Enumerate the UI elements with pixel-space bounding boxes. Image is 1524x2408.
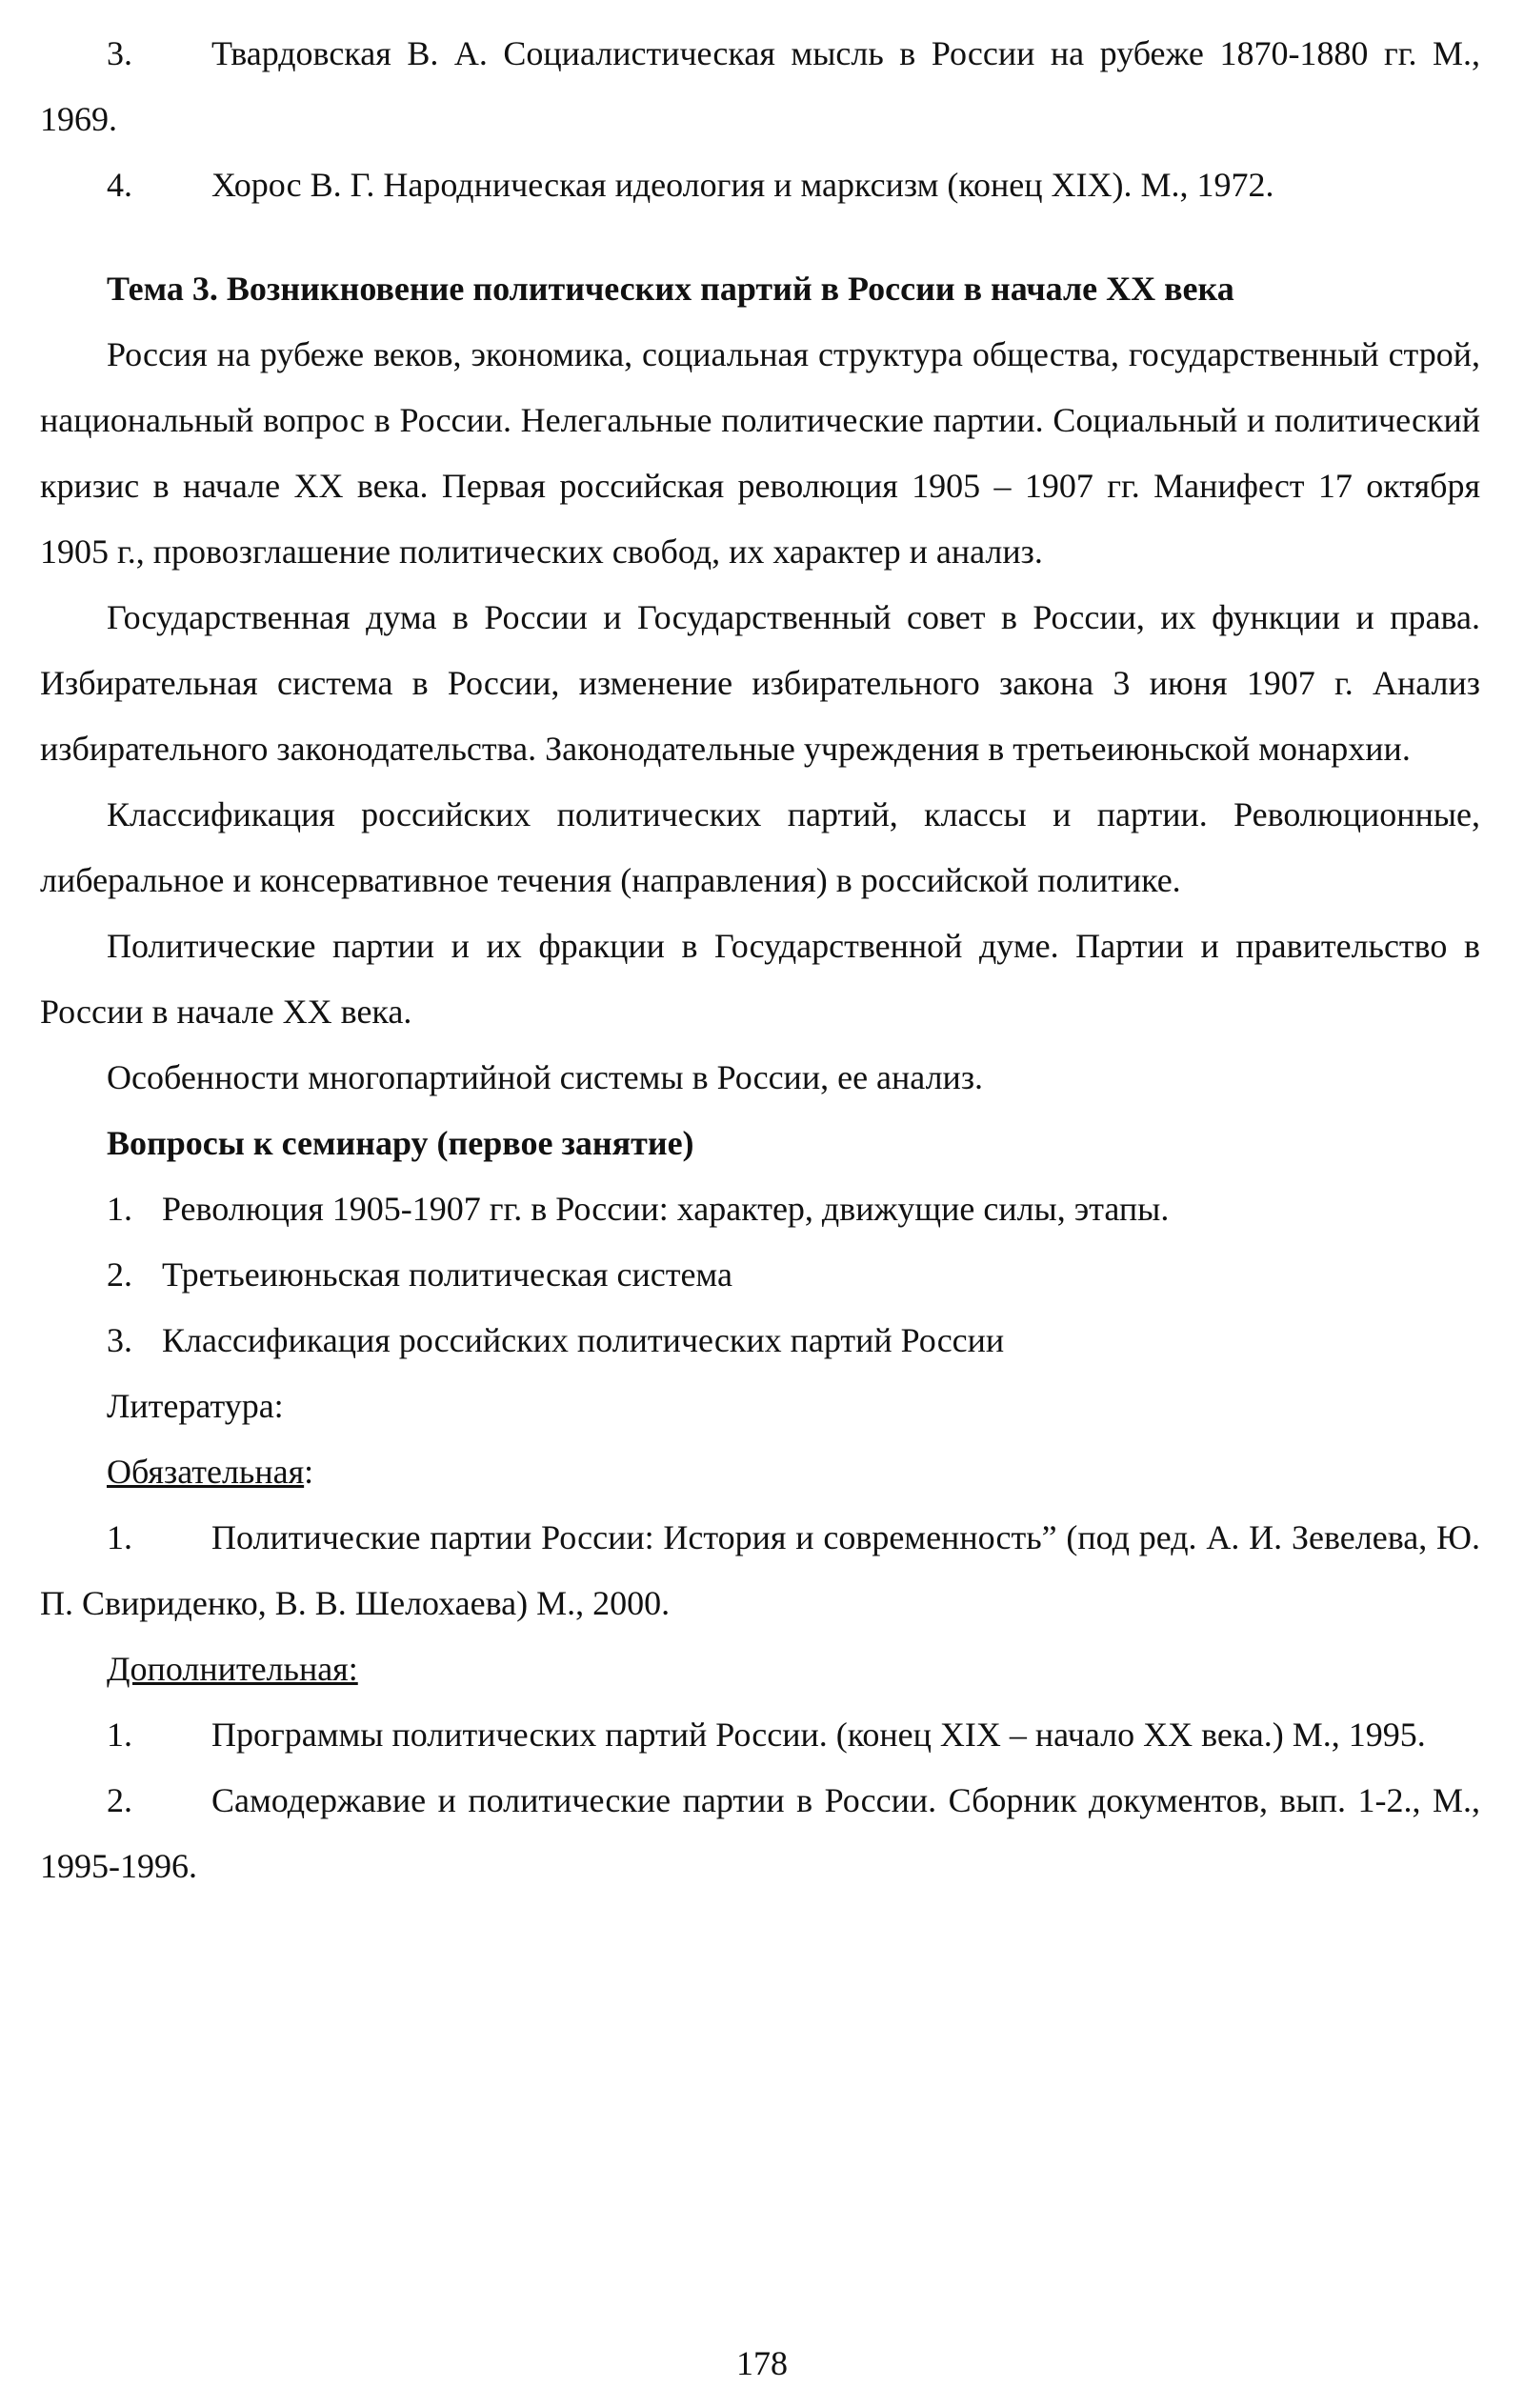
- reference-item: [40, 21, 1480, 152]
- reference-number: 1.: [107, 1716, 132, 1754]
- question-text: Третьеиюньская политическая система: [162, 1255, 732, 1294]
- additional-literature-label: [40, 1636, 1480, 1702]
- question-item: [40, 1242, 1480, 1308]
- topic-heading: Тема 3. Возникновение политических партий в России в начале ХХ века: [107, 270, 1234, 308]
- seminar-heading: Вопросы к семинару (первое занятие): [107, 1124, 694, 1162]
- required-literature-item: [40, 1505, 1480, 1636]
- topic-paragraph: Политические партии и их фракции в Государственной думе. Партии и правительство в России в начале ХХ века.: [40, 927, 1480, 1031]
- reference-text: Программы политических партий России. (конец XIX – начало ХХ века.) М., 1995.: [211, 1716, 1426, 1754]
- topic-paragraph: Особенности многопартийной системы в России, ее анализ.: [107, 1058, 984, 1096]
- question-item: [40, 1308, 1480, 1374]
- reference-number: 2.: [107, 1781, 132, 1819]
- reference-text: Самодержавие и политические партии в России. Сборник документов, вып. 1-2., М., 1995-1996.: [40, 1781, 1480, 1885]
- seminar-questions: [40, 1176, 1480, 1374]
- reference-text: Хорос В. Г. Народническая идеология и марксизм (конец XIX). М., 1972.: [211, 166, 1274, 204]
- document-page: [40, 21, 1480, 1899]
- reference-text: Твардовская В. А. Социалистическая мысль в России на рубеже 1870-1880 гг. М., 1969.: [40, 34, 1480, 138]
- question-number: 3.: [107, 1321, 132, 1359]
- question-text: Классификация российских политических партий России: [162, 1321, 1005, 1359]
- reference-number: 4.: [107, 166, 132, 204]
- additional-label-text: Дополнительная:: [107, 1650, 358, 1688]
- literature-label: Литература:: [107, 1387, 284, 1425]
- topic-paragraph: Классификация российских политических партий, классы и партии. Революционные, либеральное и консервативное течения (направления) в российской политике.: [40, 795, 1480, 899]
- additional-literature-item: [40, 1702, 1480, 1768]
- reference-text: Политические партии России: История и современность” (под ред. А. И. Зевелева, Ю. П. Свириденко, В. В. Шелохаева) М., 2000.: [40, 1518, 1480, 1622]
- reference-number: 1.: [107, 1518, 132, 1556]
- topic-paragraph: Государственная дума в России и Государственный совет в России, их функции и права. Избирательная система в России, изменение избирательного закона 3 июня 1907 г. Анализ избирательного законодательства. Законодательные учреждения в третьеиюньской монархии.: [40, 598, 1480, 768]
- question-text: Революция 1905-1907 гг. в России: характер, движущие силы, этапы.: [162, 1190, 1170, 1228]
- required-label-text: Обязательная: [107, 1453, 305, 1491]
- required-label-colon: :: [304, 1453, 314, 1491]
- question-number: 2.: [107, 1255, 132, 1294]
- topic-paragraph: Россия на рубеже веков, экономика, социальная структура общества, государственный строй, национальный вопрос в России. Нелегальные политические партии. Социальный и политический кризис в начале ХХ века. Первая российская революция 1905 – 1907 гг. Манифест 17 октября 1905 г., провозглашение политических свобод, их характер и анализ.: [40, 335, 1480, 571]
- reference-item: [40, 152, 1480, 218]
- page-number: 178: [736, 2344, 788, 2382]
- required-literature-label: [40, 1439, 1480, 1505]
- additional-literature-item: [40, 1768, 1480, 1899]
- question-item: [40, 1176, 1480, 1242]
- question-number: 1.: [107, 1190, 132, 1228]
- reference-number: 3.: [107, 34, 132, 72]
